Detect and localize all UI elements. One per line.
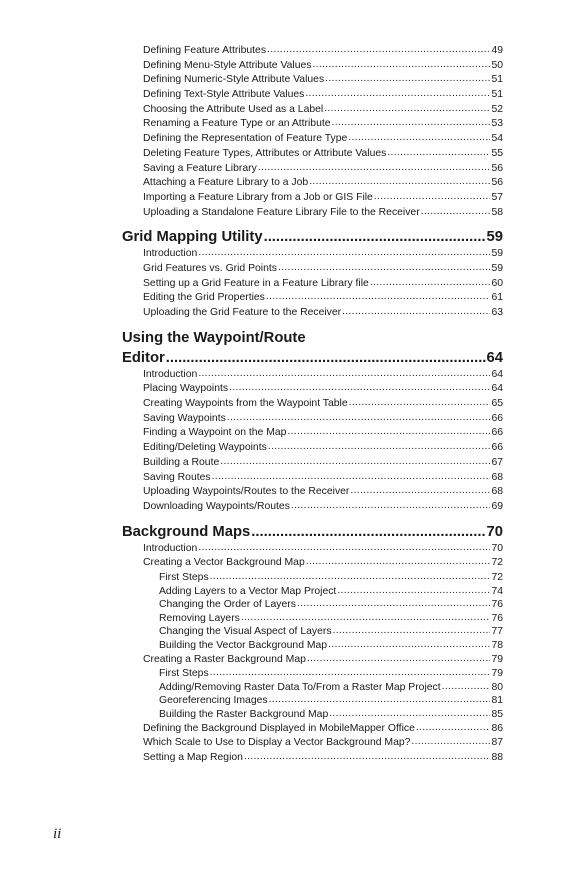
dot-leader bbox=[332, 116, 491, 131]
toc-chapter-grid-mapping bbox=[122, 227, 503, 320]
dot-leader bbox=[329, 707, 490, 721]
toc-subentry[interactable] bbox=[122, 571, 503, 585]
toc-entry-page: 64 bbox=[491, 368, 503, 380]
dot-leader bbox=[350, 484, 490, 499]
toc-entry-title: First Steps bbox=[159, 571, 209, 583]
toc-entry-page: 60 bbox=[491, 277, 503, 289]
toc-entry-page: 72 bbox=[491, 571, 503, 583]
toc-entry[interactable] bbox=[122, 247, 503, 262]
toc-entry-title: Uploading the Grid Feature to the Receiver bbox=[143, 307, 342, 318]
toc-entry-page: 69 bbox=[491, 500, 503, 512]
dot-leader bbox=[333, 624, 491, 638]
dot-leader bbox=[210, 570, 491, 584]
toc-subentry[interactable] bbox=[122, 681, 503, 695]
chapter-heading[interactable] bbox=[122, 522, 503, 542]
toc-entry-page: 65 bbox=[491, 398, 503, 410]
toc-entry-page: 56 bbox=[491, 177, 503, 189]
toc-entry[interactable] bbox=[122, 542, 503, 557]
toc-subentry[interactable] bbox=[122, 612, 503, 626]
toc-entry[interactable] bbox=[122, 500, 503, 515]
toc-entry-page: 66 bbox=[491, 442, 503, 454]
dot-leader bbox=[241, 611, 491, 625]
toc-entry-title: Grid Features vs. Grid Points bbox=[143, 262, 277, 274]
toc-chapter-waypoint-route-editor bbox=[122, 328, 503, 515]
dot-leader bbox=[267, 43, 490, 58]
dot-leader bbox=[416, 721, 491, 736]
toc-entry[interactable] bbox=[122, 117, 503, 132]
dot-leader bbox=[227, 411, 491, 426]
toc-entry-title: Defining Feature Attributes bbox=[143, 45, 267, 56]
dot-leader bbox=[166, 348, 486, 368]
toc-entry[interactable] bbox=[122, 147, 503, 162]
toc-entry[interactable] bbox=[122, 441, 503, 456]
chapter-title: Editor bbox=[122, 349, 165, 366]
toc-entry[interactable] bbox=[122, 653, 503, 668]
toc-entry[interactable] bbox=[122, 382, 503, 397]
toc-entry[interactable] bbox=[122, 368, 503, 383]
dot-leader bbox=[198, 367, 490, 382]
chapter-heading-line1[interactable]: Using the Waypoint/Route bbox=[122, 329, 306, 346]
dot-leader bbox=[370, 276, 491, 291]
toc-entry-title: Attaching a Feature Library to a Job bbox=[143, 177, 309, 189]
toc-entry[interactable] bbox=[122, 412, 503, 427]
table-of-contents bbox=[122, 44, 503, 766]
toc-entry[interactable] bbox=[122, 397, 503, 412]
toc-entry-title: Changing the Visual Aspect of Layers bbox=[159, 626, 332, 638]
toc-entry-title: Building the Raster Background Map bbox=[159, 708, 329, 720]
toc-entry-title: First Steps bbox=[159, 668, 209, 680]
toc-entry[interactable] bbox=[122, 176, 503, 191]
toc-entry-page: 68 bbox=[491, 486, 503, 498]
toc-entry-title: Uploading Waypoints/Routes to the Receiver bbox=[143, 486, 350, 498]
toc-subentry[interactable] bbox=[122, 585, 503, 599]
toc-entry-page: 86 bbox=[491, 722, 503, 734]
toc-entry-page: 72 bbox=[491, 557, 503, 569]
toc-entry-page: 74 bbox=[491, 585, 503, 597]
chapter-heading[interactable] bbox=[122, 348, 503, 368]
toc-entry-page: 52 bbox=[491, 103, 503, 115]
toc-entry-page: 59 bbox=[491, 248, 503, 260]
toc-entry-page: 70 bbox=[491, 542, 503, 554]
toc-subentry[interactable] bbox=[122, 667, 503, 681]
toc-entry-page: 51 bbox=[491, 74, 503, 86]
dot-leader bbox=[258, 161, 491, 176]
dot-leader bbox=[212, 470, 491, 485]
dot-leader bbox=[324, 102, 490, 117]
dot-leader bbox=[198, 541, 490, 556]
toc-entry-title: Introduction bbox=[143, 368, 198, 380]
toc-entry[interactable] bbox=[122, 132, 503, 147]
toc-entry[interactable] bbox=[122, 471, 503, 486]
toc-entry-title: Removing Layers bbox=[159, 612, 240, 624]
toc-entry-title: Creating a Vector Background Map bbox=[143, 557, 305, 569]
toc-entry-page: 54 bbox=[491, 133, 503, 145]
toc-entry-title: Renaming a Feature Type or an Attribute bbox=[143, 118, 331, 130]
toc-entry-page: 66 bbox=[491, 412, 503, 424]
toc-chapter-background-maps bbox=[122, 522, 503, 766]
toc-entry-title: Building the Vector Background Map bbox=[159, 639, 328, 651]
chapter-title: Background Maps bbox=[122, 523, 251, 540]
toc-entry-title: Uploading a Standalone Feature Library File to the Receiver bbox=[143, 206, 420, 218]
toc-entry-page: 80 bbox=[491, 681, 503, 693]
toc-entry-page: 55 bbox=[491, 147, 503, 159]
dot-leader bbox=[220, 455, 490, 470]
toc-entry-page: 87 bbox=[491, 737, 503, 749]
toc-subentry[interactable] bbox=[122, 708, 503, 722]
dot-leader bbox=[266, 290, 491, 305]
toc-entry-title: Adding Layers to a Vector Map Project bbox=[159, 585, 337, 597]
toc-entry-title: Finding a Waypoint on the Map bbox=[143, 427, 287, 439]
toc-entry-page: 66 bbox=[491, 427, 503, 439]
toc-entry[interactable] bbox=[122, 426, 503, 441]
toc-entry[interactable] bbox=[122, 456, 503, 471]
toc-entry[interactable] bbox=[122, 277, 503, 292]
dot-leader bbox=[269, 693, 491, 707]
toc-entry-page: 76 bbox=[491, 599, 503, 611]
toc-entry-title: Saving a Feature Library bbox=[143, 162, 257, 174]
toc-entry-page: 61 bbox=[491, 292, 503, 304]
chapter-title: Grid Mapping Utility bbox=[122, 229, 263, 246]
toc-entry[interactable] bbox=[122, 556, 503, 571]
toc-entry-page: 51 bbox=[491, 89, 503, 101]
toc-entry-title: Which Scale to Use to Display a Vector Background Map? bbox=[143, 737, 411, 749]
toc-entry-title: Defining Numeric-Style Attribute Values bbox=[143, 74, 325, 86]
toc-entry[interactable] bbox=[122, 262, 503, 277]
toc-entry-title: Building a Route bbox=[143, 456, 220, 468]
dot-leader bbox=[337, 584, 490, 598]
toc-entry-title: Setting up a Grid Feature in a Feature Library file bbox=[143, 277, 369, 289]
dot-leader bbox=[442, 680, 491, 694]
toc-section-continued bbox=[122, 44, 503, 220]
toc-entry-page: 50 bbox=[491, 59, 503, 71]
toc-entry[interactable] bbox=[122, 162, 503, 177]
toc-entry-title: Georeferencing Images bbox=[159, 695, 268, 707]
toc-entry-title: Creating a Raster Background Map bbox=[143, 653, 306, 665]
dot-leader bbox=[251, 522, 485, 542]
toc-entry-title: Downloading Waypoints/Routes bbox=[143, 500, 290, 512]
dot-leader bbox=[411, 735, 490, 750]
dot-leader bbox=[229, 381, 490, 396]
toc-subentry[interactable] bbox=[122, 625, 503, 639]
toc-entry-page: 49 bbox=[491, 45, 503, 56]
chapter-page: 70 bbox=[486, 523, 503, 540]
dot-leader bbox=[210, 666, 491, 680]
toc-subentry[interactable] bbox=[122, 694, 503, 708]
toc-entry-page: 53 bbox=[491, 118, 503, 130]
toc-entry-page: 68 bbox=[491, 471, 503, 483]
toc-entry-title: Adding/Removing Raster Data To/From a Raster Map Project bbox=[159, 681, 441, 693]
toc-entry[interactable] bbox=[122, 306, 503, 321]
dot-leader bbox=[291, 499, 491, 514]
toc-entry-title: Introduction bbox=[143, 248, 198, 260]
toc-entry-page: 56 bbox=[491, 162, 503, 174]
toc-entry-page: 78 bbox=[491, 639, 503, 651]
toc-entry-page: 58 bbox=[491, 206, 503, 218]
toc-entry-title: Editing the Grid Properties bbox=[143, 292, 265, 304]
dot-leader bbox=[307, 652, 491, 667]
toc-entry[interactable] bbox=[122, 291, 503, 306]
toc-entry[interactable] bbox=[122, 103, 503, 118]
toc-entry-page: 76 bbox=[491, 612, 503, 624]
toc-entry-page: 64 bbox=[491, 383, 503, 395]
dot-leader bbox=[278, 261, 490, 276]
toc-entry-title: Importing a Feature Library from a Job or GIS File bbox=[143, 191, 373, 203]
toc-entry-page: 79 bbox=[491, 668, 503, 680]
page-number: ii bbox=[53, 826, 62, 842]
toc-entry-title: Changing the Order of Layers bbox=[159, 599, 296, 611]
toc-entry-page: 79 bbox=[491, 653, 503, 665]
dot-leader bbox=[421, 205, 491, 220]
dot-leader bbox=[297, 597, 491, 611]
toc-entry[interactable] bbox=[122, 191, 503, 206]
toc-entry-page: 57 bbox=[491, 191, 503, 203]
toc-entry-page: 77 bbox=[491, 626, 503, 638]
toc-entry-title: Defining Menu-Style Attribute Values bbox=[143, 59, 312, 71]
toc-entry-page: 67 bbox=[491, 456, 503, 468]
dot-leader bbox=[312, 58, 490, 73]
toc-entry[interactable] bbox=[122, 751, 503, 766]
toc-entry[interactable] bbox=[122, 485, 503, 500]
dot-leader bbox=[349, 396, 491, 411]
dot-leader bbox=[198, 246, 490, 261]
toc-entry-title: Defining the Background Displayed in MobileMapper Office bbox=[143, 722, 415, 734]
toc-entry[interactable] bbox=[122, 59, 503, 74]
toc-entry-page: 59 bbox=[491, 262, 503, 274]
dot-leader bbox=[305, 87, 490, 102]
toc-entry[interactable] bbox=[122, 44, 503, 59]
toc-entry-title: Defining the Representation of Feature Type bbox=[143, 133, 348, 145]
toc-entry[interactable] bbox=[122, 73, 503, 88]
toc-entry-title: Defining Text-Style Attribute Values bbox=[143, 89, 305, 101]
toc-entry-page: 63 bbox=[491, 307, 503, 318]
dot-leader bbox=[342, 305, 490, 320]
toc-entry-page: 88 bbox=[491, 751, 503, 763]
toc-entry-title: Creating Waypoints from the Waypoint Table bbox=[143, 398, 348, 410]
toc-entry-title: Introduction bbox=[143, 542, 198, 554]
dot-leader bbox=[244, 750, 491, 765]
toc-entry[interactable] bbox=[122, 736, 503, 751]
dot-leader bbox=[309, 175, 490, 190]
dot-leader bbox=[328, 638, 490, 652]
toc-entry-title: Editing/Deleting Waypoints bbox=[143, 442, 267, 454]
toc-subentry[interactable] bbox=[122, 639, 503, 653]
chapter-heading[interactable] bbox=[122, 227, 503, 247]
dot-leader bbox=[268, 440, 491, 455]
chapter-page: 64 bbox=[486, 349, 503, 366]
dot-leader bbox=[287, 425, 490, 440]
toc-entry-title: Setting a Map Region bbox=[143, 751, 243, 763]
toc-entry[interactable] bbox=[122, 206, 503, 221]
toc-entry-title: Deleting Feature Types, Attributes or Attribute Values bbox=[143, 147, 387, 159]
dot-leader bbox=[306, 555, 491, 570]
toc-entry-title: Choosing the Attribute Used as a Label bbox=[143, 103, 324, 115]
toc-entry[interactable] bbox=[122, 722, 503, 737]
dot-leader bbox=[387, 146, 490, 161]
dot-leader bbox=[348, 131, 490, 146]
toc-entry[interactable] bbox=[122, 88, 503, 103]
dot-leader bbox=[374, 190, 491, 205]
toc-subentry[interactable] bbox=[122, 598, 503, 612]
toc-entry-page: 85 bbox=[491, 708, 503, 720]
toc-entry-title: Placing Waypoints bbox=[143, 383, 229, 395]
toc-entry-title: Saving Routes bbox=[143, 471, 211, 483]
toc-entry-title: Saving Waypoints bbox=[143, 412, 226, 424]
chapter-page: 59 bbox=[486, 229, 503, 246]
dot-leader bbox=[264, 227, 486, 247]
toc-entry-page: 81 bbox=[491, 695, 503, 707]
dot-leader bbox=[325, 72, 490, 87]
